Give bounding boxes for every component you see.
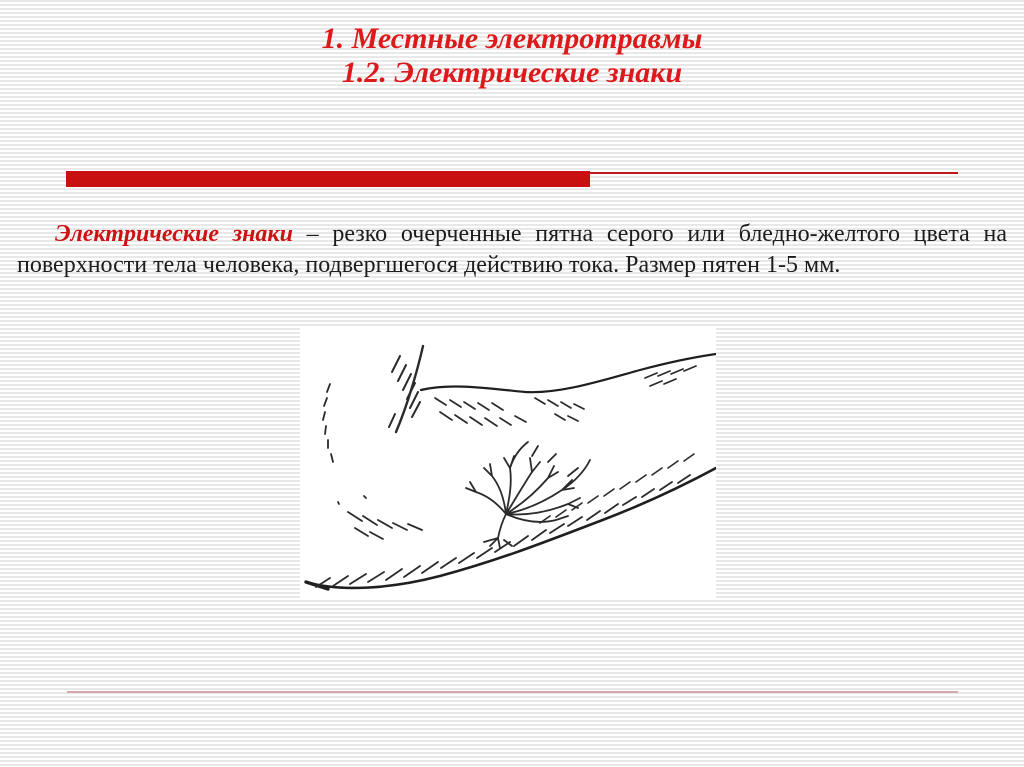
title-line-2: 1.2. Электрические знаки [341,56,683,89]
figure-arm-with-electric-mark [300,326,716,600]
elbow-crease-hatching [389,356,420,427]
body-definition-text: – резко очерченные пятна серого или бледно-желтого цвета на поверхности тела человека, подвергшегося действию тока. Размер пятен 1-5 мм. [17,221,1007,278]
body-lead-term: Электрические знаки [55,221,293,247]
forearm-hatching [316,475,690,587]
elbow-crease-line [396,346,423,432]
title-line-1: 1. Местные электротравмы [321,22,703,55]
bottom-divider-rule [67,691,958,693]
slide-title [0,22,1024,90]
left-skin-marks [323,384,366,504]
mid-left-hatching [348,512,422,539]
red-accent-rule [590,172,958,174]
red-accent-bar [66,171,590,187]
upper-arm-hatching [435,366,696,426]
arm-drawing-svg [300,326,716,600]
body-paragraph [17,219,1007,281]
